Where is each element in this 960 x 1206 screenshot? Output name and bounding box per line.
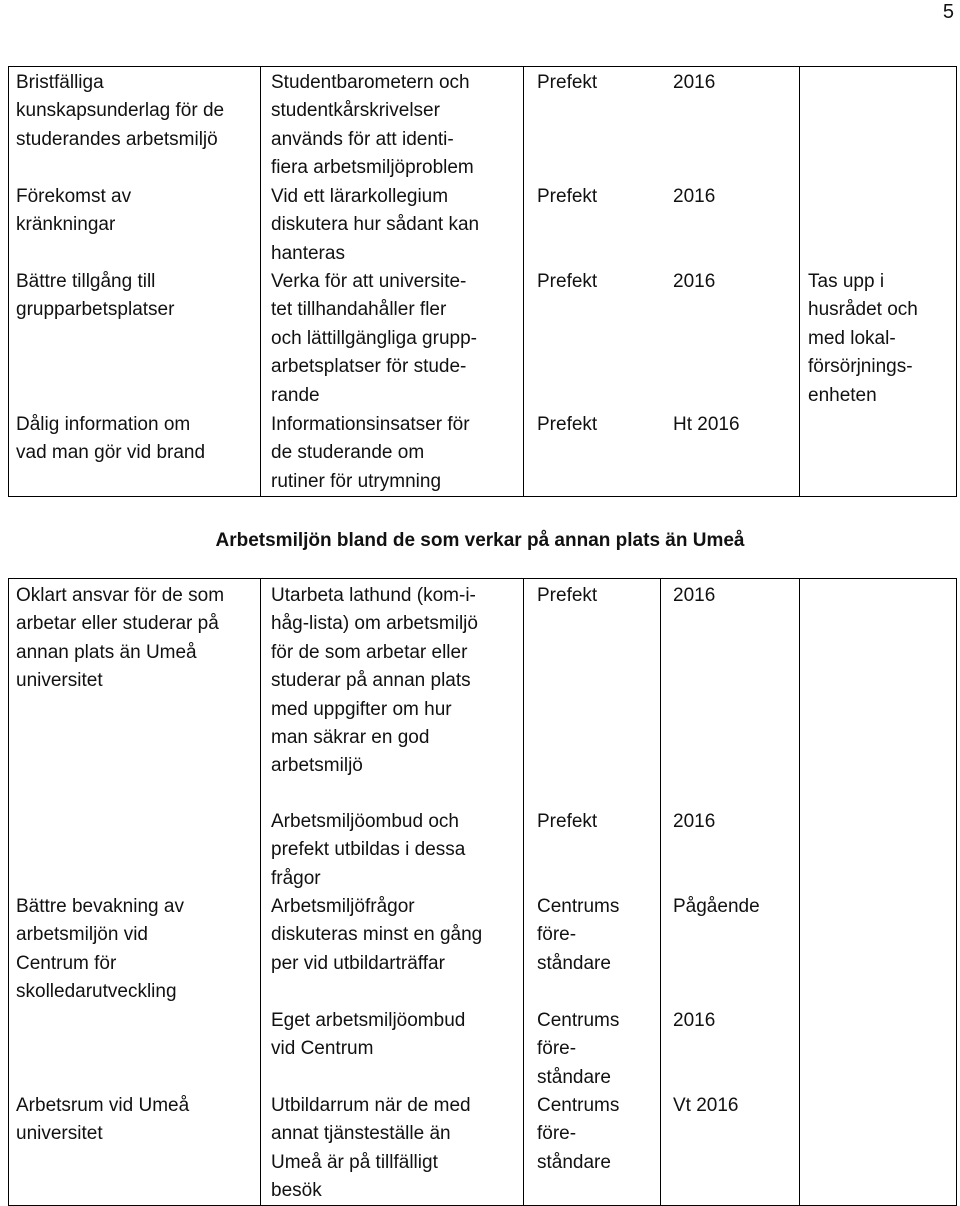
table1-row2-responsible: Prefekt [537,186,598,207]
table2-row4-time: 2016 [673,1010,716,1031]
table2-row1-action: Utarbeta lathund (kom-i- håg-lista) om arbetsmiljö för de som arbetar eller studerar på annan plats med uppgifter om hur man säkrar en god arbetsmiljö [271,585,478,777]
table1-row1-problem: Bristfälliga kunskapsunderlag för de studerandes arbetsmiljö [16,72,225,150]
table2-row4-action: Eget arbetsmiljöombud vid Centrum [271,1010,466,1060]
table2-row3-time: Pågående [673,896,760,917]
page-number: 5 [942,1,954,23]
table1-row3-problem: Bättre tillgång till grupparbetsplatser [16,271,175,321]
table2-row2-action: Arbetsmiljöombud och prefekt utbildas i dessa frågor [271,811,466,889]
table1-row2-problem: Förekomst av kränkningar [16,186,132,236]
table1-row3-time: 2016 [673,271,716,292]
table2-row3-problem: Bättre bevakning av arbetsmiljön vid Centrum för skolledarutveckling [16,896,184,1003]
table1-row3-comment: Tas upp i husrådet och med lokal- försörjnings- enheten [808,271,918,406]
table2-row5-problem: Arbetsrum vid Umeå universitet [16,1095,190,1145]
table2-row1-time: 2016 [673,585,716,606]
table1-row1-responsible: Prefekt [537,72,598,93]
table2-row2-time: 2016 [673,811,716,832]
table1-row4-responsible: Prefekt [537,414,598,435]
table1-row3-action: Verka för att universite- tet tillhandahåller fler och lättillgängliga grupp- arbetsplatser för stude- rande [271,271,477,406]
table1-row3-responsible: Prefekt [537,271,598,292]
table1-row1-time: 2016 [673,72,716,93]
table2-row3-action: Arbetsmiljöfrågor diskuteras minst en gång per vid utbildarträffar [271,896,483,974]
table2-row4-responsible: Centrums före- ståndare [537,1010,620,1088]
table1-row2-action: Vid ett lärarkollegium diskutera hur sådant kan hanteras [271,186,480,264]
table1-row2-time: 2016 [673,186,716,207]
table1-row4-problem: Dålig information om vad man gör vid brand [16,414,206,464]
table2-row1-problem: Oklart ansvar för de som arbetar eller studerar på annan plats än Umeå universitet [16,585,225,692]
table1-row1-action: Studentbarometern och studentkårskrivelser används för att identi- fiera arbetsmiljöproblem [271,72,474,179]
table2-row3-responsible: Centrums före- ståndare [537,896,620,974]
table2-row5-responsible: Centrums före- ståndare [537,1095,620,1173]
table2-row5-time: Vt 2016 [673,1095,739,1116]
table2-row2-responsible: Prefekt [537,811,598,832]
table2-row1-responsible: Prefekt [537,585,598,606]
table1-row4-action: Informationsinsatser för de studerande om rutiner för utrymning [271,414,470,492]
table2-row5-action: Utbildarrum när de med annat tjänsteställe än Umeå är på tillfälligt besök [271,1095,471,1202]
table1-row4-time: Ht 2016 [673,414,740,435]
section-heading: Arbetsmiljön bland de som verkar på annan plats än Umeå [215,530,745,551]
